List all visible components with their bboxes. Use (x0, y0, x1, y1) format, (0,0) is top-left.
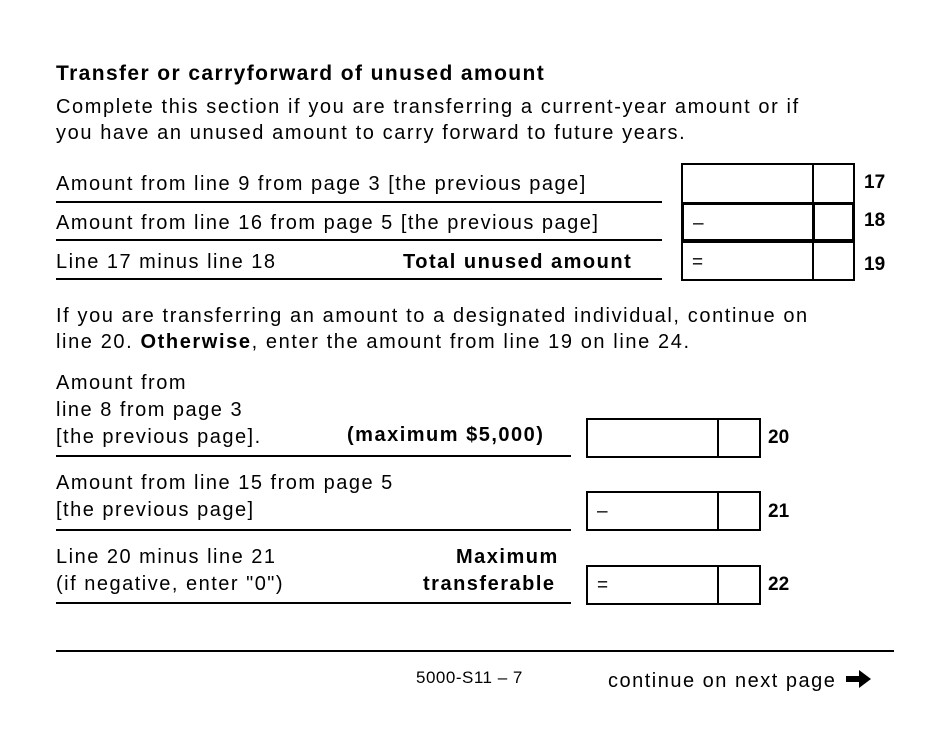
line-20-maximum-label: (maximum $5,000) (347, 424, 545, 446)
line-18-number: 18 (864, 210, 886, 231)
line-19-label: Line 17 minus line 18 (56, 251, 277, 273)
line-18-label: Amount from line 16 from page 5 [the previous page] (56, 212, 600, 234)
line-21-rule (56, 529, 571, 531)
intro-text-line2: you have an unused amount to carry forward to future years. (56, 122, 687, 144)
continue-link[interactable] (608, 668, 873, 693)
transferable-label: transferable (423, 573, 556, 595)
total-unused-amount-label: Total unused amount (403, 251, 633, 273)
line-17-amount-field[interactable] (681, 163, 855, 204)
line-18-amount-field[interactable] (681, 202, 855, 242)
instruction-line1: If you are transferring an amount to a designated individual, continue on (56, 305, 809, 327)
line-22-cents-field[interactable] (717, 565, 719, 605)
instruction-otherwise: Otherwise (140, 331, 252, 353)
line-20-label-1: Amount from (56, 372, 187, 394)
line-17-cents-field[interactable] (812, 163, 814, 204)
intro-text-line1: Complete this section if you are transferring a current-year amount or if (56, 96, 800, 118)
line-19-number: 19 (864, 254, 886, 275)
continue-text: continue on next page (608, 670, 837, 692)
line-22-rule (56, 602, 571, 604)
footer-rule (56, 650, 894, 652)
line-20-label-2: line 8 from page 3 (56, 399, 244, 421)
maximum-label: Maximum (456, 546, 559, 568)
form-code: 5000-S11 – 7 (416, 668, 523, 687)
line-22-label-2: (if negative, enter "0") (56, 573, 285, 595)
line-22-number: 22 (768, 574, 790, 595)
line-21-label-2: [the previous page] (56, 499, 255, 521)
instruction-prefix: line 20. (56, 331, 134, 353)
section-title: Transfer or carryforward of unused amount (56, 62, 546, 85)
line-22-equals-sign: = (597, 575, 609, 596)
line-22-label-1: Line 20 minus line 21 (56, 546, 277, 568)
line-20-number: 20 (768, 427, 790, 448)
line-21-minus-sign: – (597, 501, 608, 522)
line-18-minus-sign: – (693, 213, 704, 234)
line-21-label-1: Amount from line 15 from page 5 (56, 472, 394, 494)
line-19-equals-sign: = (692, 252, 704, 273)
line-17-number: 17 (864, 172, 886, 193)
instruction-suffix: , enter the amount from line 19 on line 24. (251, 331, 691, 353)
line-18-cents-field[interactable] (812, 202, 815, 242)
line-20-cents-field[interactable] (717, 418, 719, 458)
line-19-cents-field[interactable] (812, 241, 814, 281)
line-21-cents-field[interactable] (717, 491, 719, 531)
line-20-label-3: [the previous page]. (56, 426, 262, 448)
line-22-amount-field[interactable] (586, 565, 761, 605)
line-19-amount-field[interactable] (681, 241, 855, 281)
line-21-number: 21 (768, 501, 790, 522)
line-17-rule (56, 201, 662, 203)
arrow-right-icon (845, 668, 873, 690)
line-19-rule (56, 278, 662, 280)
instruction-line2 (56, 331, 691, 354)
line-17-label: Amount from line 9 from page 3 [the previous page] (56, 173, 587, 195)
line-18-rule (56, 239, 662, 241)
line-20-rule (56, 455, 571, 457)
line-20-amount-field[interactable] (586, 418, 761, 458)
line-21-amount-field[interactable] (586, 491, 761, 531)
